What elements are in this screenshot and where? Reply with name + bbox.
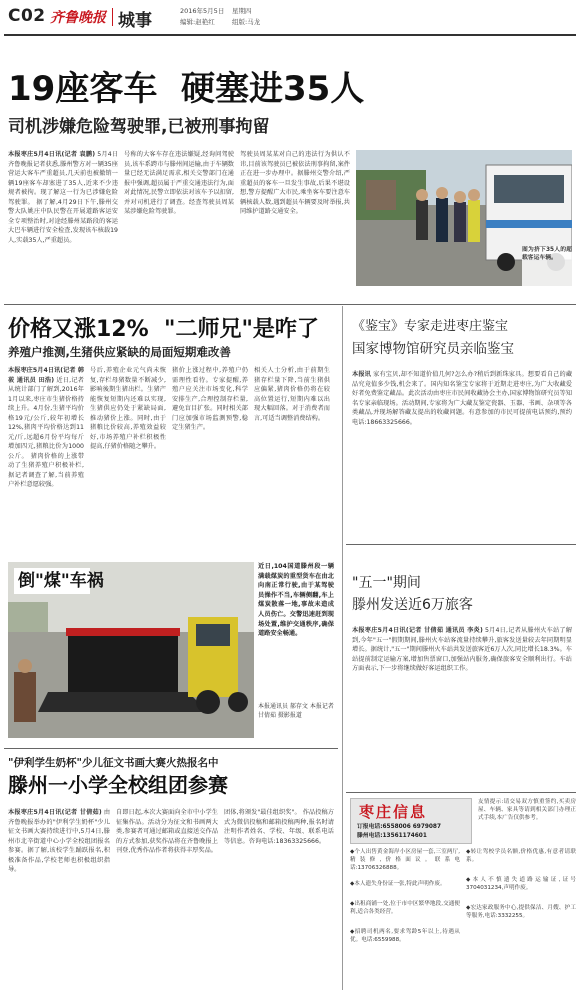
story2-col3: 猪价上涨过程中,养殖户仍需理性看待。专家提醒,养殖户应关注市场变化,科学安排生产,合理控制存栏量,避免盲目扩张。同时相关部门应加强市场监测预警,稳定生猪生产。	[172, 367, 248, 431]
story5-byline: 本报枣庄5月4日讯(记者 甘倩茹 通讯员 李炎)	[352, 627, 483, 634]
story5-body	[352, 626, 572, 786]
header-weekday: 星期四	[232, 7, 252, 15]
divider-3	[346, 544, 576, 545]
ad-phone-subscribe: 订报电话:6558006 6979087	[357, 824, 441, 830]
ad-item: ◆招聘司机两名,要求驾龄5年以上,待遇从优。电话:6559988。	[350, 929, 460, 943]
ad-notice: 友情提示:请交易双方慎重签约,买卖房屋、车辆、家具等请到相关部门办理正式手续,本广告仅供参考。	[478, 799, 576, 821]
story5-subheadline: 滕州发送近6万旅客	[352, 597, 473, 613]
ad-item: ◆出租商铺一处,位于市中区繁华地段,交通便利,适合各类经营。	[350, 901, 460, 915]
header-date: 2016年5月5日	[180, 7, 225, 15]
right-column-divider	[342, 306, 343, 990]
ad-item: ◆个人出售黄金海岸小区房屋一套,三室两厅,精装修,价格面议。联系电话:13706326888。	[350, 849, 460, 871]
story2-headline: 价格又涨12% "二师兄"是咋了	[8, 317, 319, 342]
story2-byline: 本报枣庄5月4日讯(记者 韩莜 通讯员 田浩)	[8, 367, 84, 384]
story4-body	[352, 370, 572, 535]
story1-headline: 19座客车 硬塞进35人	[8, 69, 365, 109]
story4-byline: 本报讯	[352, 371, 372, 378]
story6-headline: 滕州一小学全校组团参赛	[8, 773, 228, 797]
page-number: C02	[8, 6, 46, 26]
story5-headline: "五一"期间	[352, 575, 421, 591]
story6-kicker: "伊利学生奶杯"少儿征文书画大赛火热报名中	[8, 757, 219, 769]
story1-col2: 号称的大客车存在违法嫌疑,经询问驾驶员,该车系跨市与滕州间运输,由于车辆数量已经无法满足需求,相关交警部门在通报中强调,超员属于严重交通违法行为,面对此情况,民警立即依法对该车予以扣留,并对司机进行了调查。经查驾驶员周某某涉嫌危险驾驶罪。	[124, 151, 234, 215]
coal-caption: 近日,104国道滕州段一辆满载煤炭的重型货车在由北向南正常行驶,由于某驾驶员操作不当,车辆侧翻,车上煤炭散落一地,事故未造成人员伤亡。交警迅速赶到现场处置,维护交通秩序,确保道路安全畅通。	[258, 563, 334, 638]
story2-col1	[8, 366, 84, 552]
story6-col2: 自即日起,本次大赛面向全市中小学生征集作品。活动分为征文和书画两大类,参赛者可通过邮箱或直接送交作品的方式参加,获奖作品将在齐鲁晚报上刊登,优秀作品作者将获得丰厚奖品。	[116, 809, 218, 854]
header-rule	[4, 34, 576, 36]
story1-col1	[8, 150, 118, 295]
divider-4	[346, 792, 576, 793]
ad-title: 枣庄信息	[359, 803, 428, 821]
divider-1	[4, 304, 576, 305]
header-editor: 编辑:赵艳红	[180, 18, 215, 26]
story2-subheadline: 养殖户推测,生猪供应紧缺的局面短期难改善	[8, 345, 231, 359]
story1-byline: 本报枣庄5月4日讯(记者 袁鹏)	[8, 151, 96, 158]
story6-col1	[8, 808, 110, 990]
newspaper-logo: 齐鲁晚报	[50, 10, 106, 26]
story1-col3: 驾驶员周某某对自己的违法行为供认不讳,目前该驾驶员已被依法刑事拘留,案件正在进一步办理中。据滕州交警介绍,严重超员的客车一旦发生事故,后果不堪设想,警方提醒广大市民,乘坐客车要注意车辆核载人数,遇到超员车辆要及时举报,共同维护道路交通安全。	[240, 151, 350, 215]
story2-col2: 号后,养殖企业元气尚未恢复,存栏母猪数量不断减少,影响後期生猪出栏。生猪产能恢复短期内还难以实现,生猪供应仍处于紧缺局面,推动猪价上涨。同时,由于猪粮比价较高,养殖效益较好,市场养殖户补栏积极性提高,仔猪价格随之攀升。	[90, 367, 166, 450]
story5-body-text: 5月4日,记者从滕州火车站了解到,今年"五一"假期期间,滕州火车站客流量持续攀升,旅客发送量较去年同期明显增长。据统计,"五一"期间滕州火车站共发送旅客近6万人次,同比增长18.3%。车站提前制定运输方案,增加售票窗口,加强站内服务,确保旅客安全顺利出行。车站方面表示,下一步将继续做好客运组织工作。	[352, 627, 572, 672]
story1-subheadline: 司机涉嫌危险驾驶罪,已被刑事拘留	[8, 117, 270, 137]
page-header	[0, 0, 580, 34]
story6-col3: 团体,将颁发"最佳组织奖"。 作品投稿方式为微信投稿和邮箱投稿两种,报名时请注明作者姓名、学校、年级、联系电话等信息。咨询电话:18363325666。	[224, 809, 334, 845]
story4-subheadline: 国家博物馆研究员亲临鉴宝	[352, 341, 514, 357]
story4-body-text: 家有宝贝,却不知道价值几何?怎么办?稍后到新珠家具。想要看自己的藏品究竟值多少钱,机会来了。国内知名鉴宝专家将于近期走进枣庄,为广大收藏爱好者免费鉴定藏品。此次活动由枣庄市民间收藏协会主办,国家博物馆研究员等知名专家亲临现场。活动期间,专家将为广大藏友鉴定瓷器、玉器、书画、杂项等各类藏品,并现场解答藏友提出的收藏问题。有意参加的市民可提前电话预约,预约电话:18663325666。	[352, 371, 572, 426]
ad-item: ◆本人遗失身份证一张,特此声明作废。	[350, 881, 446, 887]
story6-body1: 由齐鲁晚报举办的"伊利学生奶杯"少儿征文书画大赛持续进行中,5月4日,滕州市北辛街道中心小学全校组团报名参赛。据了解,该校学生踊跃报名,积极准备作品,学校老师也积极组织指导。	[8, 809, 110, 873]
classified-ad	[350, 798, 576, 992]
ad-header-box	[350, 798, 472, 844]
coal-credit: 本报通讯员 郝存文 本报记者 甘倩茹 摄影报道	[258, 703, 334, 719]
story1-body1: 5月4日齐鲁晚报记者获悉,滕州警方对一辆35座营运大客车严重超员,几天前也被撤销一辆19座客车却塞进了35人,近来不少违规者被拘。现了解这一行为已涉嫌危险驾驶罪。 据了解,4月29日下午,滕州交警大队姚庄中队民警在开展道路客运安全专项整治时,对途经滕州某路段的客运大巴车辆进行安全检查,发现该车核载19人,实载35人,严重超员。	[8, 151, 118, 244]
ad-phone-tengzhou: 滕州电话:13561174601	[357, 833, 427, 839]
story3-headline: 倒"煤"车祸	[18, 571, 104, 591]
header-designer: 组版:马龙	[232, 18, 261, 26]
header-divider	[112, 8, 113, 26]
story2-body1: 近日,记者从统计部门了解到,2016年1月以来,枣庄市生猪价格持续上升。4月份,生猪平均价格19元/公斤,较年初增长12%,猪肉平均价格达到11元/斤,远超6月份平均每斤增加四元,猪粮比价为1000公斤。 猪肉价格的上涨带动了生猪养殖户积极补栏,据记者调查了解,当前养殖户补栏意愿较强。	[8, 376, 84, 488]
ad-items	[350, 848, 576, 992]
ad-item: ◆本人不慎遗失道路运输证,证号3704031234,声明作废。	[466, 877, 576, 891]
divider-2	[4, 748, 338, 749]
section-name: 城事	[118, 11, 152, 31]
bus-photo-caption: 图为挤下35人的超载客运车辆。	[522, 246, 572, 286]
ad-item: ◆宏达家政服务中心,提供保洁、月嫂、护工等服务,电话:3332255。	[466, 905, 576, 919]
ad-item: ◆转让驾校学员名额,价格优惠,有意者请联系。	[466, 849, 576, 863]
story2-col4: 相关人士分析,由于前期生猪存栏量下降,当前生猪供应偏紧,猪肉价格仍将在较高位置运行,短期内难以出现大幅回落。对于消费者而言,可适当调整消费结构。	[254, 367, 330, 422]
story4-headline: 《鉴宝》专家走进枣庄鉴宝	[352, 319, 509, 334]
story6-byline: 本报枣庄5月4日讯(记者 甘倩茹)	[8, 809, 102, 816]
